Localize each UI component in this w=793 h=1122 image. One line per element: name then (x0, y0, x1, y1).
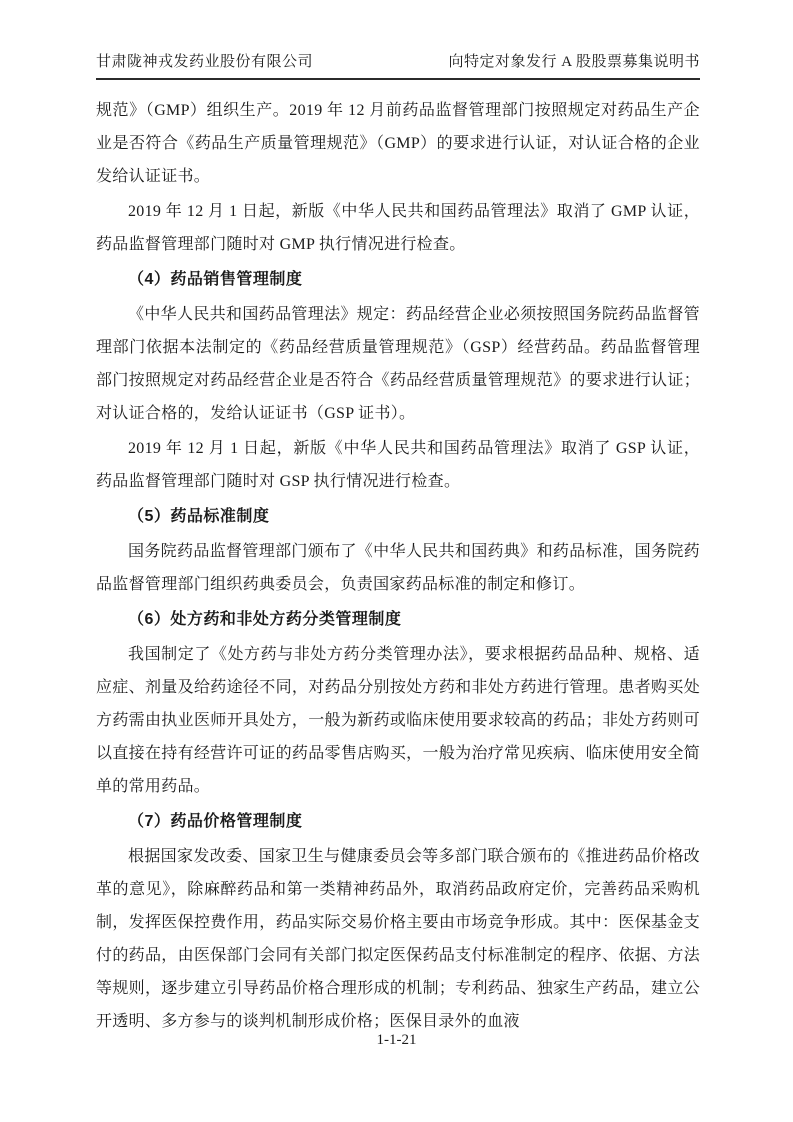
page-footer (0, 1030, 793, 1050)
paragraph: 国务院药品监督管理部门颁布了《中华人民共和国药典》和药品标准，国务院药品监督管理部门组织药典委员会，负责国家药品标准的制定和修订。 (96, 543, 700, 593)
running-header (96, 52, 700, 80)
section-heading-5: （5）药品标准制度 (128, 508, 270, 525)
document-body (96, 94, 700, 1038)
section-heading-4: （4）药品销售管理制度 (128, 271, 303, 288)
paragraph: 根据国家发改委、国家卫生与健康委员会等多部门联合颁布的《推进药品价格改革的意见》，除麻醉药品和第一类精神药品外，取消药品政府定价，完善药品采购机制，发挥医保控费作用，药品实际交易价格主要由市场竞争形成。其中：医保基金支付的药品，由医保部门会同有关部门拟定医保药品支付标准制定的程序、依据、方法等规则，逐步建立引导药品价格合理形成的机制；专利药品、独家生产药品，建立公开透明、多方参与的谈判机制形成价格；医保目录外的血液 (96, 848, 700, 1030)
header-company-name: 甘肃陇神戎发药业股份有限公司 (96, 54, 314, 70)
page-content (96, 52, 700, 1040)
page-number: 1-1-21 (376, 1032, 417, 1048)
section-heading-7: （7）药品价格管理制度 (128, 813, 303, 830)
paragraph: 我国制定了《处方药与非处方药分类管理办法》，要求根据药品品种、规格、适应症、剂量及给药途径不同，对药品分别按处方药和非处方药进行管理。患者购买处方药需由执业医师开具处方，一般为新药或临床使用要求较高的药品；非处方药则可以直接在持有经营许可证的药品零售店购买，一般为治疗常见疾病、临床使用安全简单的常用药品。 (96, 646, 700, 795)
paragraph: 2019 年 12 月 1 日起，新版《中华人民共和国药品管理法》取消了 GMP 认证，药品监督管理部门随时对 GMP 执行情况进行检查。 (96, 203, 700, 253)
section-heading-6: （6）处方药和非处方药分类管理制度 (128, 611, 402, 628)
paragraph: 《中华人民共和国药品管理法》规定：药品经营企业必须按照国务院药品监督管理部门依据本法制定的《药品经营质量管理规范》（GSP）经营药品。药品监督管理部门按照规定对药品经营企业是否符合《药品经营质量管理规范》的要求进行认证；对认证合格的，发给认证证书（GSP 证书）。 (96, 306, 700, 422)
header-document-title: 向特定对象发行 A 股股票募集说明书 (448, 54, 700, 70)
paragraph: 规范》（GMP）组织生产。2019 年 12 月前药品监督管理部门按照规定对药品生产企业是否符合《药品生产质量管理规范》（GMP）的要求进行认证，对认证合格的企业发给认证证书。 (96, 102, 700, 185)
paragraph: 2019 年 12 月 1 日起，新版《中华人民共和国药品管理法》取消了 GSP 认证，药品监督管理部门随时对 GSP 执行情况进行检查。 (96, 440, 700, 490)
